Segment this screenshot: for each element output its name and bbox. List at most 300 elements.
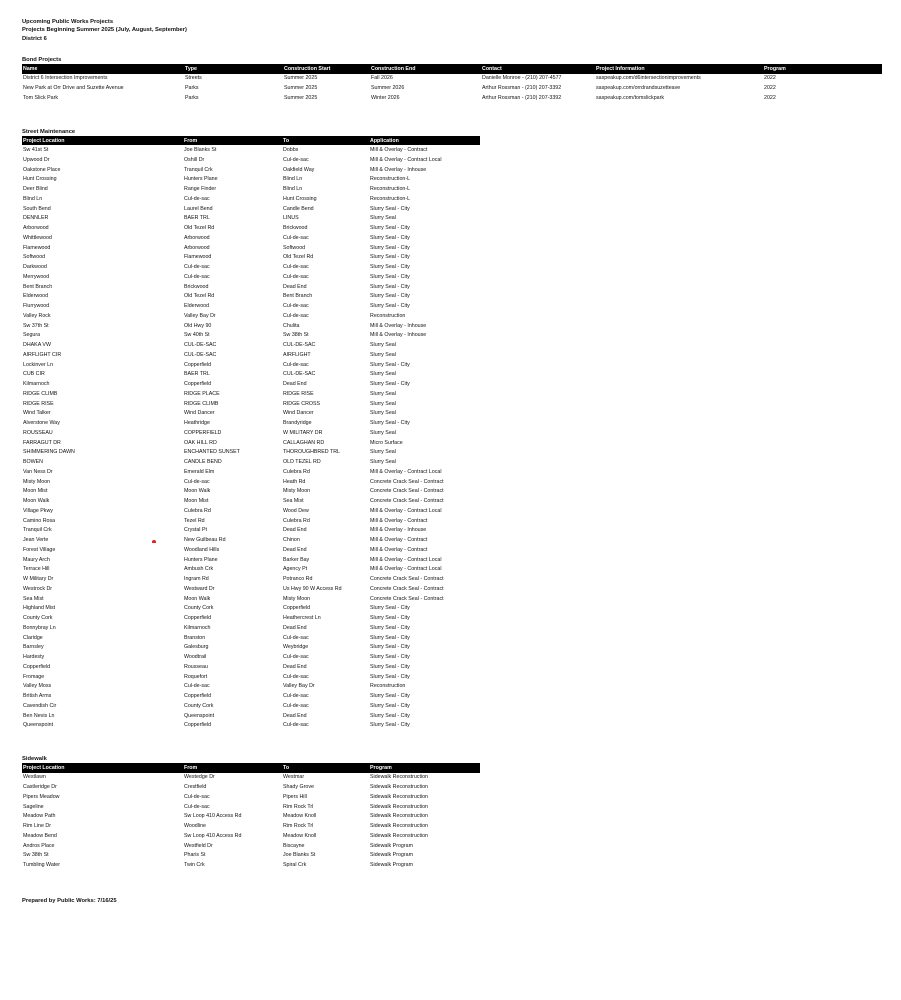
header-district: District 6 [22,35,47,42]
table-cell: saspeakup.com/tomslickpark [596,94,665,101]
table-cell: Summer 2025 [284,75,318,82]
table-row [22,301,480,311]
table-cell: Sidewalk Program [370,842,413,849]
table-cell: South Bend [23,205,51,212]
table-cell: Slurry Seal [370,449,396,456]
table-cell: Slurry Seal [370,410,396,417]
table-row [22,321,480,331]
table-cell: Sidewalk Reconstruction [370,774,428,781]
table-cell: Slurry Seal [370,215,396,222]
table-cell: Streets [185,75,202,82]
table-cell: AIRFLIGHT CIR [23,351,62,358]
table-cell: Mill & Overlay - Inhouse [370,527,427,534]
column-header: Project Information [596,65,645,72]
table-row [22,720,480,730]
table-cell: Cul-de-sac [184,683,210,690]
table-cell: Slurry Seal - City [370,234,410,241]
table-cell: Fall 2026 [371,75,393,82]
table-cell: W MILITARY DR [283,429,323,436]
table-cell: Woodtrail [184,654,207,661]
table-cell: Summer 2026 [371,85,405,92]
table-cell: Mill & Overlay - Inhouse [370,322,427,329]
table-cell: Highland Mist [23,605,56,612]
table-cell: Castleridge Dr [23,784,57,791]
column-header: From [184,137,198,144]
table-cell: Wood Dew [283,507,309,514]
table-cell: Camino Rosa [23,517,56,524]
table-cell: Concrete Crack Seal - Contract [370,585,444,592]
table-cell: Flamewood [23,244,51,251]
table-cell: Sidewalk Program [370,862,413,869]
table-row [22,438,480,448]
table-cell: Tranquil Crk [23,527,52,534]
column-header: Type [185,65,197,72]
table-cell: Pipers Hill [283,793,307,800]
table-cell: Valley Rock [23,312,51,319]
table-cell: Danielle Monroe - (210) 207-4577 [482,75,562,82]
table-cell: Dead End [283,663,307,670]
table-cell: Rim Line Dr [23,823,51,830]
table-cell: Westward Dr [184,585,215,592]
table-cell: CUB CIR [23,371,45,378]
table-row [22,223,480,233]
table-row [22,165,480,175]
table-cell: Queenspoint [184,712,215,719]
table-cell: Slurry Seal - City [370,303,410,310]
table-cell: Mill & Overlay - Contract [370,517,428,524]
table-cell: W Military Dr [23,576,54,583]
table-row [22,233,480,243]
table-cell: Elderwood [184,303,210,310]
table-row [22,389,480,399]
table-cell: Concrete Crack Seal - Contract [370,498,444,505]
table-row [22,243,480,253]
column-header: To [283,137,290,144]
table-cell: British Arms [23,693,52,700]
table-cell: CALLAGHAN RD [283,439,325,446]
table-row [22,496,480,506]
table-cell: Oakfield Way [283,166,315,173]
table-cell: Slurry Seal - City [370,654,410,661]
table-cell: Hunters Plane [184,556,218,563]
table-cell: Cul-de-sac [283,673,309,680]
table-cell: 2022 [764,75,776,82]
table-row [22,525,480,535]
table-cell: Elderwood [23,293,49,300]
table-cell: County Cork [23,615,53,622]
table-cell: Concrete Crack Seal - Contract [370,595,444,602]
table-cell: Ambush Crk [184,566,214,573]
table-cell: BAER TRL [184,371,210,378]
table-cell: Parks [185,85,199,92]
table-cell: Old Tezel Rd [184,225,215,232]
table-cell: Dead End [283,546,307,553]
table-cell: Micro Surface [370,439,403,446]
table-cell: Reconstruction [370,683,406,690]
table-cell: OLD TEZEL RD [283,459,321,466]
table-cell: RIDGE CLIMB [23,390,58,397]
table-cell: Barker Bay [283,556,310,563]
table-cell: Mill & Overlay - Contract Local [370,507,442,514]
table-cell: Concrete Crack Seal - Contract [370,488,444,495]
table-cell: CUL-DE-SAC [283,342,316,349]
table-cell: Range Finder [184,186,217,193]
table-cell: Arthur Rossman - (210) 207-3392 [482,94,562,101]
table-cell: Cul-de-sac [283,303,309,310]
column-header: Construction End [371,65,416,72]
table-cell: Fromage [23,673,45,680]
table-cell: Mill & Overlay - Contract [370,147,428,154]
table-row [22,584,480,594]
table-row [22,486,480,496]
table-cell: Cul-de-sac [184,195,210,202]
table-cell: Concrete Crack Seal - Contract [370,576,444,583]
table-row [22,633,480,643]
table-cell: Galesburg [184,644,209,651]
table-cell: Slurry Seal - City [370,225,410,232]
table-cell: Mill & Overlay - Inhouse [370,166,427,173]
table-cell: Old Tezel Rd [283,254,314,261]
table-cell: Village Pkwy [23,507,53,514]
table-cell: Candle Bend [283,205,314,212]
table-cell: Slurry Seal - City [370,615,410,622]
table-row [22,841,480,851]
table-cell: Sw Loop 410 Access Rd [184,813,242,820]
table-cell: Flamewood [184,254,212,261]
table-cell: Cul-de-sac [283,156,309,163]
table-row [22,379,480,389]
table-cell: Sw 38th St [23,852,49,859]
table-cell: Moon Walk [184,488,211,495]
table-cell: Woodland Hills [184,546,220,553]
table-cell: Slurry Seal - City [370,264,410,271]
table-cell: CUL-DE-SAC [184,351,217,358]
table-cell: ROUSSEAU [23,429,53,436]
table-cell: Mill & Overlay - Contract Local [370,566,442,573]
table-cell: Blind Ln [23,195,43,202]
table-cell: Cul-de-sac [283,702,309,709]
document-page [22,18,882,904]
table-cell: County Cork [184,605,214,612]
column-header: Project Location [23,137,65,144]
table-row [22,545,480,555]
table-cell: Culebra Rd [283,468,310,475]
table-cell: Slurry Seal - City [370,283,410,290]
column-header: Project Location [23,764,65,771]
table-cell: Wind Dancer [184,410,215,417]
table-cell: Chulita [283,322,300,329]
table-cell: Blind Ln [283,186,303,193]
table-cell: Tumbling Water [23,862,60,869]
table-cell: Hunt Crossing [283,195,317,202]
table-cell: Cul-de-sac [283,693,309,700]
table-row [22,642,480,652]
table-cell: Dead End [283,381,307,388]
table-cell: Mill & Overlay - Contract [370,546,428,553]
table-cell: Westmar [283,774,305,781]
table-cell: Kilmarnoch [23,381,50,388]
table-row [22,691,480,701]
table-cell: Andros Place [23,842,55,849]
table-cell: Cul-de-sac [283,234,309,241]
table-cell: Concrete Crack Seal - Contract [370,478,444,485]
table-cell: Cul-de-sac [283,312,309,319]
table-cell: Slurry Seal - City [370,634,410,641]
table-cell: Cul-de-sac [184,793,210,800]
table-cell: Moon Mist [23,488,48,495]
table-cell: Blind Ln [283,176,303,183]
table-row [22,399,480,409]
table-row [22,821,480,831]
table-cell: 2022 [764,94,776,101]
header-subtitle: Projects Beginning Summer 2025 (July, August, September) [22,27,187,34]
table-cell: saspeakup.com/d6intersectionimprovements [596,75,701,82]
table-cell: Mill & Overlay - Inhouse [370,332,427,339]
table-row [22,860,480,870]
table-row [22,792,480,802]
table-cell: Copperfield [23,663,51,670]
table-row [22,564,480,574]
table-cell: Sea Mist [23,595,44,602]
table-cell: LINUS [283,215,299,222]
table-cell: RIDGE RISE [283,390,314,397]
table-cell: Misty Moon [283,488,311,495]
table-cell: Moon Walk [184,595,211,602]
table-cell: THOROUGHBRED TRL [283,449,340,456]
column-header: Name [23,65,38,72]
table-row [22,93,882,103]
table-cell: Branston [184,634,206,641]
table-cell: Valley Bay Dr [283,683,315,690]
table-cell: Arborwood [184,234,210,241]
table-cell: Copperfield [184,361,212,368]
table-cell: Darkwood [23,264,47,271]
table-cell: Slurry Seal [370,351,396,358]
prepared-by-footer: Prepared by Public Works: 7/16/25 [22,898,117,905]
table-cell: Rim Rock Trl [283,803,314,810]
table-row [22,851,480,861]
sidewalk-table [22,763,480,870]
table-cell: 2022 [764,85,776,92]
table-cell: Old Tezel Rd [184,293,215,300]
table-cell: Mill & Overlay - Contract Local [370,156,442,163]
table-cell: OAK HILL RD [184,439,217,446]
column-header: From [184,764,198,771]
table-cell: Sea Mist [283,498,304,505]
column-header: To [283,764,290,771]
table-cell: Reconstruction [370,312,406,319]
table-cell: Heathercrest Ln [283,615,321,622]
table-cell: Sidewalk Reconstruction [370,813,428,820]
table-cell: CUL-DE-SAC [184,342,217,349]
street-section-title: Street Maintenance [22,128,76,135]
table-cell: Westlawn [23,774,46,781]
column-header: Program [370,764,392,771]
table-row [22,350,480,360]
table-cell: Dead End [283,712,307,719]
red-marker-dot-icon [152,540,156,543]
table-cell: Crestfield [184,784,207,791]
table-cell: Slurry Seal - City [370,663,410,670]
table-row [22,516,480,526]
table-cell: Slurry Seal - City [370,361,410,368]
table-header-row [22,763,480,772]
table-cell: Summer 2025 [284,85,318,92]
table-cell: Slurry Seal [370,459,396,466]
table-cell: Cul-de-sac [184,273,210,280]
table-cell: Cul-de-sac [283,273,309,280]
sidewalk-section-title: Sidewalk [22,756,47,763]
table-cell: Agency Pt [283,566,308,573]
table-cell: CUL-DE-SAC [283,371,316,378]
table-cell: Cul-de-sac [184,803,210,810]
table-cell: Tezel Rd [184,517,205,524]
table-cell: Westfield Dr [184,842,213,849]
table-cell: Merrywood [23,273,50,280]
table-cell: Meadow Bend [23,832,57,839]
table-row [22,83,882,93]
table-header-row [22,64,882,73]
table-row [22,155,480,165]
table-cell: Pipers Meadow [23,793,60,800]
table-row [22,711,480,721]
table-cell: Valley Moss [23,683,52,690]
table-cell: RIDGE CLIMB [184,400,219,407]
table-cell: Slurry Seal - City [370,293,410,300]
table-cell: Wind Dancer [283,410,314,417]
table-row [22,369,480,379]
table-cell: Oshill Dr [184,156,205,163]
table-cell: Westrock Dr [23,585,53,592]
table-cell: Slurry Seal - City [370,624,410,631]
table-cell: Barnsley [23,644,44,651]
table-row [22,506,480,516]
table-cell: Cul-de-sac [283,654,309,661]
table-cell: Slurry Seal [370,390,396,397]
table-cell: Oakstone Place [23,166,61,173]
table-cell: Wind Talker [23,410,51,417]
table-row [22,613,480,623]
table-cell: Misty Moon [23,478,51,485]
table-cell: Heathridge [184,420,210,427]
table-cell: Van Ness Dr [23,468,53,475]
table-cell: saspeakup.com/orrdrandsuzetteave [596,85,681,92]
table-header-row [22,136,480,145]
table-row [22,184,480,194]
table-cell: Cul-de-sac [283,722,309,729]
table-cell: Cul-de-sac [184,264,210,271]
table-cell: Alverstone Way [23,420,60,427]
table-cell: Copperfield [184,693,212,700]
table-cell: Westedge Dr [184,774,215,781]
table-cell: Slurry Seal - City [370,420,410,427]
table-cell: Joe Blanks St [283,852,316,859]
table-row [22,603,480,613]
table-cell: New Guilbeau Rd [184,537,226,544]
table-row [22,408,480,418]
table-cell: Arborwood [23,225,49,232]
table-row [22,535,480,545]
table-cell: Kilmarnoch [184,624,211,631]
table-cell: Pharis St [184,852,206,859]
table-cell: Slurry Seal [370,342,396,349]
table-cell: District 6 Intersection Improvements [23,75,108,82]
table-cell: DENNLER [23,215,49,222]
table-cell: Slurry Seal - City [370,273,410,280]
table-row [22,681,480,691]
table-cell: Sw 40th St [184,332,210,339]
table-cell: Brickwood [184,283,209,290]
table-cell: Lockinver Ln [23,361,54,368]
table-cell: Heath Rd [283,478,306,485]
table-cell: Brandyridge [283,420,312,427]
table-cell: Moon Walk [23,498,50,505]
table-cell: BOWEN [23,459,44,466]
table-row [22,428,480,438]
table-cell: Dobbs [283,147,299,154]
table-row [22,360,480,370]
table-cell: Copperfield [184,615,212,622]
table-cell: Copperfield [184,381,212,388]
table-cell: Joe Blanks St [184,147,217,154]
table-row [22,272,480,282]
table-cell: Cavendish Cir [23,702,57,709]
table-row [22,467,480,477]
street-maintenance-table [22,136,480,730]
table-cell: Copperfield [283,605,311,612]
table-row [22,623,480,633]
table-cell: Reconstruction-L [370,176,411,183]
table-cell: Sw 37th St [23,322,49,329]
column-header: Program [764,65,786,72]
table-cell: Mill & Overlay - Contract [370,537,428,544]
table-cell: Whittlewood [23,234,52,241]
table-cell: Chinon [283,537,300,544]
table-cell: Spiral Crk [283,862,307,869]
table-cell: Cul-de-sac [283,634,309,641]
table-cell: Softwood [23,254,46,261]
table-cell: ENCHANTED SUNSET [184,449,240,456]
table-row [22,74,882,84]
table-cell: AIRFLIGHT [283,351,311,358]
table-row [22,194,480,204]
table-cell: Mill & Overlay - Contract Local [370,556,442,563]
table-cell: Brickwood [283,225,308,232]
table-cell: Potranco Rd [283,576,313,583]
table-cell: CANDLE BEND [184,459,222,466]
table-cell: Meadow Path [23,813,56,820]
table-row [22,594,480,604]
table-row [22,477,480,487]
table-cell: Slurry Seal - City [370,702,410,709]
table-cell: Reconstruction-L [370,186,411,193]
table-row [22,174,480,184]
table-row [22,802,480,812]
table-cell: Bent Branch [283,293,313,300]
table-cell: Rousseau [184,663,208,670]
table-cell: Slurry Seal - City [370,381,410,388]
table-cell: Cul-de-sac [283,264,309,271]
table-cell: Weybridge [283,644,309,651]
table-cell: Arthur Rossman - (210) 207-3392 [482,85,562,92]
table-cell: RIDGE RISE [23,400,54,407]
table-cell: Deer Blind [23,186,48,193]
table-cell: Dead End [283,283,307,290]
table-cell: Claridge [23,634,43,641]
column-header: Contact [482,65,502,72]
table-cell: Roquefort [184,673,208,680]
table-row [22,701,480,711]
